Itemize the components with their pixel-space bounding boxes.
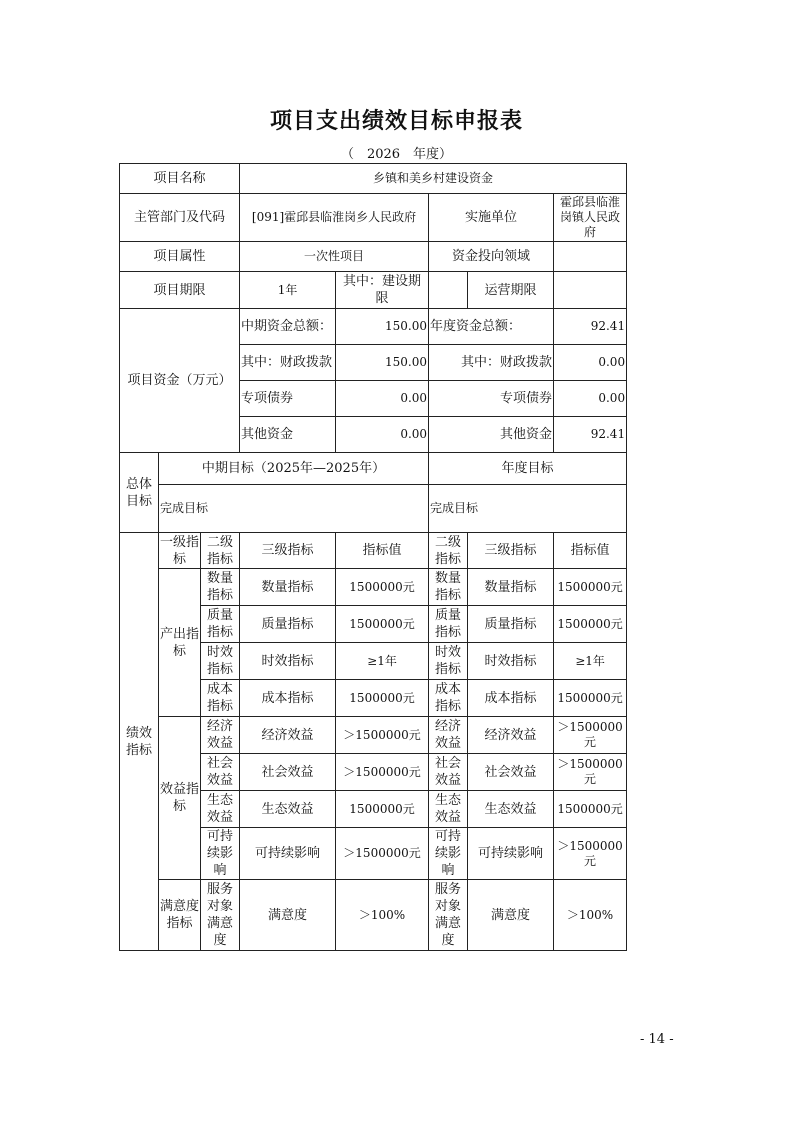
year-level3-indicator: 满意度	[468, 880, 554, 951]
funds-year-value: 0.00	[554, 381, 627, 417]
attr-value: 一次性项目	[240, 242, 429, 272]
perf-header: 二级指标	[429, 533, 468, 569]
year-goal-text: 完成目标	[429, 485, 627, 533]
level2-indicator: 社会效益	[201, 754, 240, 791]
funds-label: 项目资金（万元）	[120, 309, 240, 453]
year-level2-indicator: 数量指标	[429, 569, 468, 606]
field-label: 资金投向领域	[429, 242, 554, 272]
year-indicator-value: 1500000元	[554, 680, 627, 717]
year-indicator-value: ＞1500000元	[554, 754, 627, 791]
year-level3-indicator: 可持续影响	[468, 828, 554, 880]
level3-indicator: 可持续影响	[240, 828, 336, 880]
document-year: （ 2026 年度）	[340, 147, 453, 162]
funds-mid-label: 其他资金	[240, 417, 336, 453]
perf-header: 三级指标	[468, 533, 554, 569]
funds-mid-label: 中期资金总额：	[240, 309, 336, 345]
indicator-value: 1500000元	[336, 680, 429, 717]
impl-value: 霍邱县临淮岗镇人民政府	[554, 194, 627, 242]
year-level2-indicator: 质量指标	[429, 606, 468, 643]
year-level2-indicator: 成本指标	[429, 680, 468, 717]
overall-goal-label: 总体目标	[120, 453, 159, 533]
level2-indicator: 时效指标	[201, 643, 240, 680]
level2-indicator: 质量指标	[201, 606, 240, 643]
document-title: 项目支出绩效目标申报表	[269, 108, 523, 134]
period-value: 1年	[240, 272, 336, 309]
level3-indicator: 成本指标	[240, 680, 336, 717]
indicator-value: 1500000元	[336, 791, 429, 828]
field-value	[554, 242, 627, 272]
build-period-value	[429, 272, 468, 309]
perf-header: 一级指标	[160, 534, 200, 567]
year-indicator-value: 1500000元	[554, 791, 627, 828]
perf-header: 二级指标	[201, 533, 240, 569]
year-level2-indicator: 经济效益	[429, 717, 468, 754]
page-number: - 14 -	[640, 1032, 674, 1047]
year-indicator-value: ＞1500000元	[554, 828, 627, 880]
indicator-value: ＞1500000元	[336, 717, 429, 754]
funds-mid-label: 其中：财政拨款	[240, 345, 336, 381]
funds-mid-label: 专项债券	[240, 381, 336, 417]
perf-header: 指标值	[336, 533, 429, 569]
year-indicator-value: ＞1500000元	[554, 717, 627, 754]
funds-mid-value: 150.00	[336, 309, 429, 345]
perf-header: 三级指标	[240, 533, 336, 569]
indicator-value: ≥1年	[336, 643, 429, 680]
funds-year-label: 年度资金总额：	[429, 309, 554, 345]
level3-indicator: 社会效益	[240, 754, 336, 791]
level3-indicator: 生态效益	[240, 791, 336, 828]
funds-mid-value: 0.00	[336, 381, 429, 417]
year-goal-header: 年度目标	[429, 453, 627, 485]
dept-value: [091]霍邱县临淮岗乡人民政府	[240, 194, 429, 242]
year-level2-indicator: 社会效益	[429, 754, 468, 791]
year-level3-indicator: 经济效益	[468, 717, 554, 754]
year-indicator-value: ＞100%	[554, 880, 627, 951]
funds-mid-value: 0.00	[336, 417, 429, 453]
level3-indicator: 满意度	[240, 880, 336, 951]
level2-indicator: 数量指标	[201, 569, 240, 606]
attr-label: 项目属性	[120, 242, 240, 272]
mid-goal-header: 中期目标（2025年—2025年）	[159, 453, 429, 485]
perf-label: 绩效指标	[120, 533, 159, 951]
indicator-value: ＞1500000元	[336, 828, 429, 880]
level2-indicator: 可持续影响	[201, 828, 240, 880]
year-indicator-value: 1500000元	[554, 606, 627, 643]
year-level2-indicator: 时效指标	[429, 643, 468, 680]
level3-indicator: 经济效益	[240, 717, 336, 754]
year-level3-indicator: 时效指标	[468, 643, 554, 680]
level2-indicator: 生态效益	[201, 791, 240, 828]
indicator-value: ＞1500000元	[336, 754, 429, 791]
period-label: 项目期限	[120, 272, 240, 309]
year-level3-indicator: 成本指标	[468, 680, 554, 717]
level1-indicator: 满意度指标	[159, 880, 201, 951]
year-level3-indicator: 质量指标	[468, 606, 554, 643]
year-level2-indicator: 生态效益	[429, 791, 468, 828]
funds-year-label: 专项债券	[429, 381, 554, 417]
year-level2-indicator: 服务对象满意度	[429, 880, 468, 951]
level1-indicator: 产出指标	[159, 569, 201, 717]
funds-mid-value: 150.00	[336, 345, 429, 381]
year-level3-indicator: 生态效益	[468, 791, 554, 828]
indicator-value: 1500000元	[336, 569, 429, 606]
year-indicator-value: ≥1年	[554, 643, 627, 680]
year-level3-indicator: 数量指标	[468, 569, 554, 606]
funds-year-label: 其中：财政拨款	[429, 345, 554, 381]
dept-label: 主管部门及代码	[120, 194, 240, 242]
level2-indicator: 成本指标	[201, 680, 240, 717]
ops-period-value	[554, 272, 627, 309]
indicator-value: 1500000元	[336, 606, 429, 643]
level3-indicator: 数量指标	[240, 569, 336, 606]
level3-indicator: 质量指标	[240, 606, 336, 643]
year-level2-indicator: 可持续影响	[429, 828, 468, 880]
mid-goal-text: 完成目标	[159, 485, 429, 533]
funds-year-label: 其他资金	[429, 417, 554, 453]
ops-period-label: 运营期限	[468, 272, 554, 309]
performance-table	[119, 163, 627, 951]
year-level3-indicator: 社会效益	[468, 754, 554, 791]
indicator-value: ＞100%	[336, 880, 429, 951]
year-indicator-value: 1500000元	[554, 569, 627, 606]
project-name-label: 项目名称	[120, 164, 240, 194]
funds-year-value: 92.41	[554, 309, 627, 345]
impl-label: 实施单位	[429, 194, 554, 242]
funds-year-value: 0.00	[554, 345, 627, 381]
perf-header: 指标值	[554, 533, 627, 569]
level1-indicator: 效益指标	[159, 717, 201, 880]
build-period-label: 其中：建设期限	[336, 272, 429, 309]
level2-indicator: 经济效益	[201, 717, 240, 754]
level3-indicator: 时效指标	[240, 643, 336, 680]
project-name-value: 乡镇和美乡村建设资金	[240, 164, 627, 194]
level2-indicator: 服务对象满意度	[201, 880, 240, 951]
funds-year-value: 92.41	[554, 417, 627, 453]
